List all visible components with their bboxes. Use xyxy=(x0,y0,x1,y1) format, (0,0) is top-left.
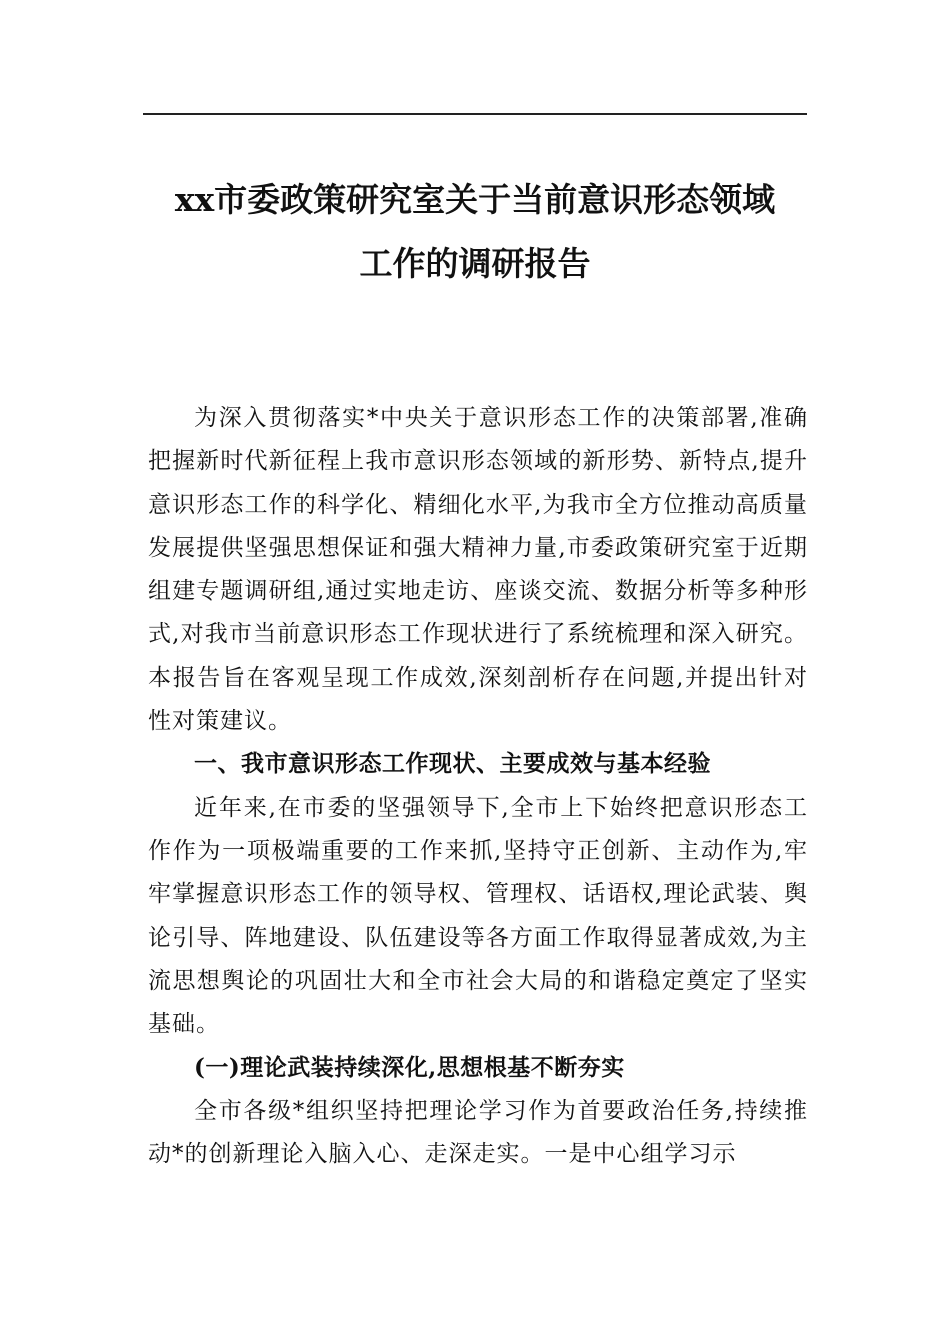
title-line-1: xx市委政策研究室关于当前意识形态领域 xyxy=(174,180,776,219)
subsection-1-heading: (一)理论武装持续深化,思想根基不断夯实 xyxy=(194,1054,625,1082)
section-1-paragraph: 近年来,在市委的坚强领导下,全市上下始终把意识形态工作作为一项极端重要的工作来抓,坚持守正创新、主动作为,牢牢掌握意识形态工作的领导权、管理权、话语权,理论武装、舆论引导、阵地建设、队伍建设等各方面工作取得显著成效,为主流思想舆论的巩固壮大和全市社会大局的和谐稳定奠定了坚实基础。 xyxy=(148,794,808,1038)
title-line-2: 工作的调研报告 xyxy=(359,244,591,283)
section-1-heading: 一、我市意识形态工作现状、主要成效与基本经验 xyxy=(194,751,711,778)
intro-paragraph: 为深入贯彻落实*中央关于意识形态工作的决策部署,准确把握新时代新征程上我市意识形态领域的新形势、新特点,提升意识形态工作的科学化、精细化水平,为我市全方位推动高质量发展提供坚强思想保证和强大精神力量,市委政策研究室于近期组建专题调研组,通过实地走访、座谈交流、数据分析等多种形式,对我市当前意识形态工作现状进行了系统梳理和深入研究。本报告旨在客观呈现工作成效,深刻剖析存在问题,并提出针对性对策建议。 xyxy=(148,405,808,735)
header-rule xyxy=(143,113,807,115)
subsection-1-paragraph: 全市各级*组织坚持把理论学习作为首要政治任务,持续推动*的创新理论入脑入心、走深走实。一是中心组学习示 xyxy=(148,1097,808,1168)
document-title xyxy=(100,168,850,296)
document-body xyxy=(148,397,808,1176)
